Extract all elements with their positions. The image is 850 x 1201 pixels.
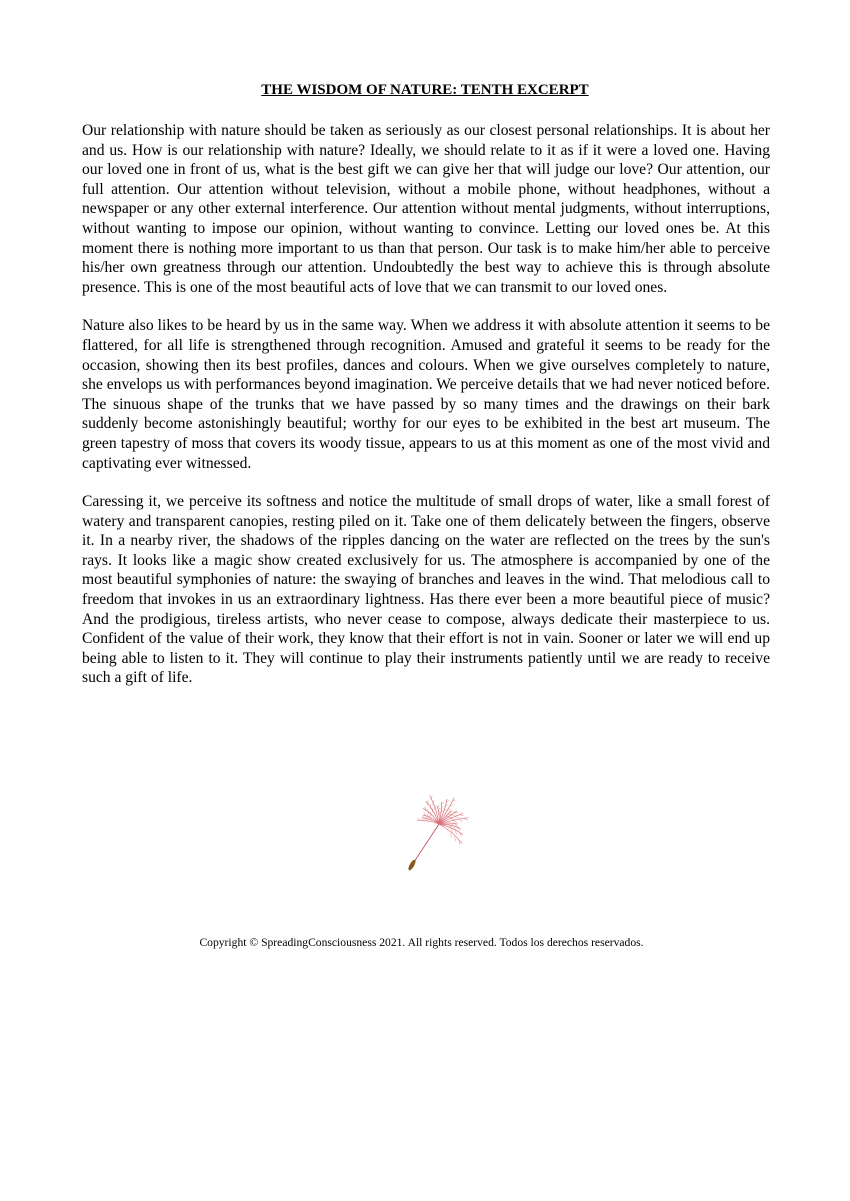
seed-filament-barb	[425, 807, 426, 811]
paragraph: Nature also likes to be heard by us in the same way. When we address it with absolute attention it seems to be flattered, for all life is strengthened through recognition. Amused and grateful it seems to be ready for the occasion, showing then its best profiles, dances and colours. When we give ourselves completely to nature, she envelops us with performances beyond imagination. We perceive details that we had never noticed before. The sinuous shape of the trunks that we have passed by so many times and the drawings on their bark suddenly become astonishingly beautiful; worthy for our eyes to be exhibited in the best art museum. The green tapestry of moss that covers its woody tissue, appears to us at this moment as one of the most vivid and captivating ever witnessed.	[82, 317, 770, 472]
seed-filament-barb	[455, 837, 456, 841]
seed-filament-barb	[455, 824, 458, 826]
seed-filament-barb	[459, 841, 460, 845]
paragraph: Caressing it, we perceive its softness and notice the multitude of small drops of water, like a small forest of watery and transparent canopies, resting piled on it. Take one of them delicately between the fingers, observe it. In a nearby river, the shadows of the ripples dancing on the water are reflected on the trees by the sun's rays. It looks like a magic show created exclusively for us. The atmosphere is accompanied by one of the most beautiful symphonies of nature: the swaying of branches and leaves in the wind. That melodious call to freedom that invokes in us an extraordinary lightness. Has there ever been a more beautiful piece of music? And the prodigious, tireless artists, who never cease to compose, always dedicate their masterpiece to us. Confident of the value of their work, they know that their effort is not in vain. Sooner or later we will end up being able to listen to it. They will continue to play their instruments patiently until we are ready to receive such a gift of life.	[82, 493, 770, 687]
seed-filament-barb	[459, 820, 463, 822]
seed-filament-barb	[454, 821, 458, 823]
seed-filament-barb	[459, 815, 463, 816]
seed-filament-barb	[445, 805, 448, 808]
seed-filament-barb	[455, 831, 457, 834]
paragraph: Our relationship with nature should be taken as seriously as our closest personal relationships. It is about her and us. How is our relationship with nature? Ideally, we should relate to it as if it were a loved one. Having our loved one in front of us, what is the best gift we can give her that will judge our love? Our attention, our full attention. Our attention without television, without a mobile phone, without headphones, without a newspaper or any other external interference. Our attention without mental judgments, without interruptions, without wanting to impose our opinion, without wanting to convince. Letting our loved ones be. At this moment there is nothing more important to us than that person. Our task is to make him/her able to perceive his/her own greatness through our attention. Undoubtedly the best way to achieve this is through absolute presence. This is one of the most beautiful acts of love that we can transmit to our loved ones.	[82, 122, 770, 296]
seed-filament-barb	[451, 819, 455, 820]
seed-filament-barb	[441, 806, 444, 809]
document-title: THE WISDOM OF NATURE: TENTH EXCERPT	[261, 82, 589, 98]
document-body	[82, 121, 770, 707]
seed-filament-barb	[451, 834, 452, 838]
seed-filament-barb	[464, 819, 468, 821]
seed-filament-barb	[424, 813, 426, 817]
dandelion-seed-icon	[402, 792, 474, 876]
copyright-notice: Copyright © SpreadingConsciousness 2021. All rights reserved. Todos los derechos reservados.	[199, 936, 644, 949]
seed-filament-barb	[455, 817, 459, 818]
